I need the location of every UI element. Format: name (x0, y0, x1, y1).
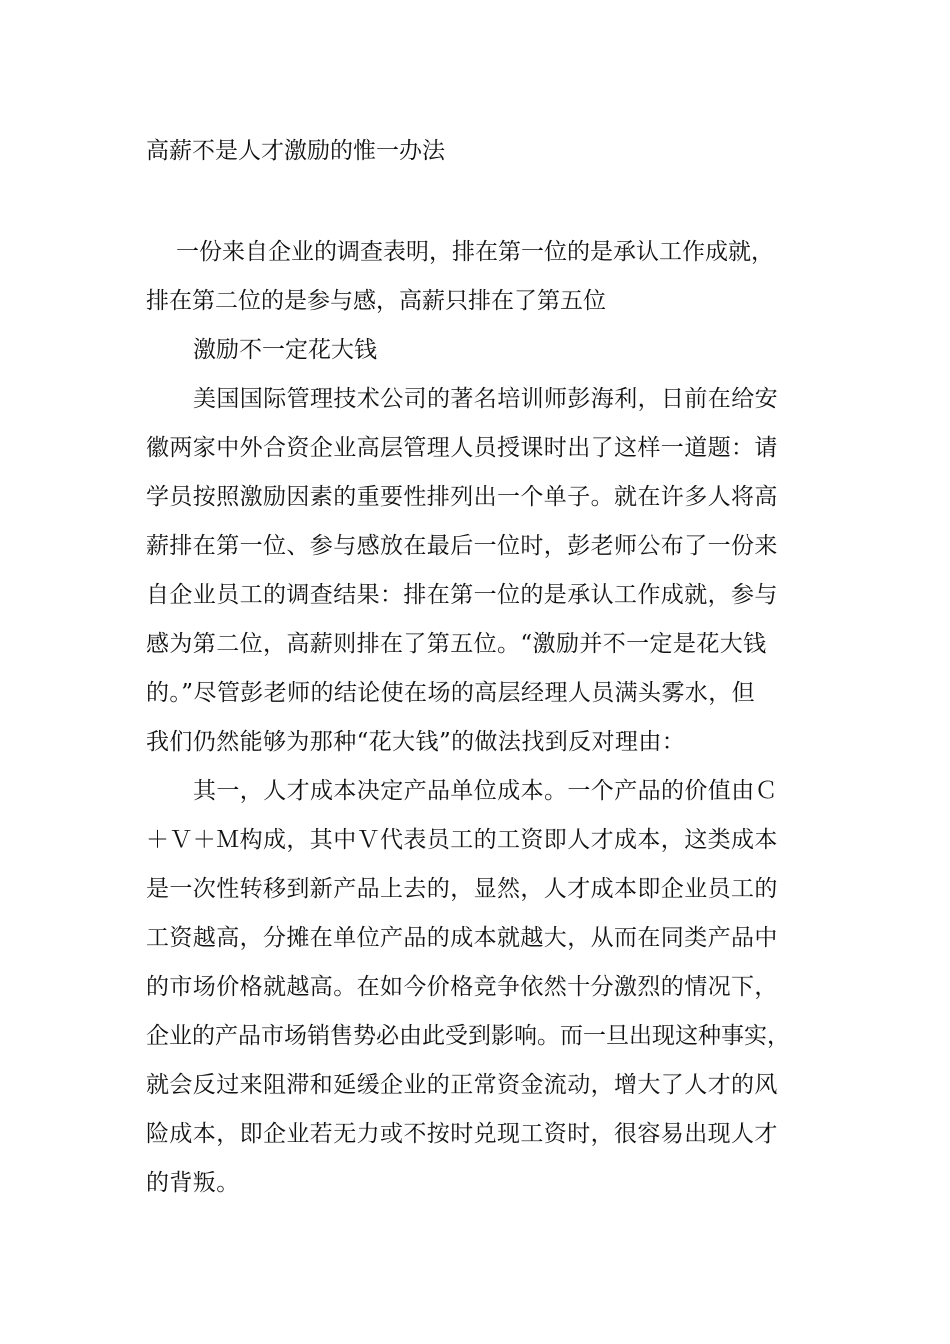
paragraph-line: 薪排在第一位、参与感放在最后一位时，彭老师公布了一份来 (146, 533, 778, 559)
paragraph-line: 美国国际管理技术公司的著名培训师彭海利，日前在给安 (193, 386, 778, 412)
subheading: 激励不一定花大钱 (193, 337, 377, 363)
paragraph-line: 企业的产品市场销售势必由此受到影响。而一旦出现这种事实， (146, 1023, 790, 1049)
paragraph-line: 学员按照激励因素的重要性排列出一个单子。就在许多人将高 (146, 484, 778, 510)
paragraph-line: 是一次性转移到新产品上去的，显然，人才成本即企业员工的 (146, 876, 778, 902)
intro-line: 一份来自企业的调查表明，排在第一位的是承认工作成就， (176, 239, 774, 265)
paragraph-line: 徽两家中外合资企业高层管理人员授课时出了这样一道题：请 (146, 435, 778, 461)
paragraph-line: 其一，人才成本决定产品单位成本。一个产品的价值由Ｃ (193, 778, 778, 804)
paragraph-line: 的市场价格就越高。在如今价格竞争依然十分激烈的情况下， (146, 974, 778, 1000)
paragraph-line: ＋Ｖ＋Ｍ构成，其中Ｖ代表员工的工资即人才成本，这类成本 (146, 827, 778, 853)
paragraph-line: 就会反过来阻滞和延缓企业的正常资金流动，增大了人才的风 (146, 1072, 778, 1098)
document-body (146, 228, 816, 1208)
paragraph-line: 的。”尽管彭老师的结论使在场的高层经理人员满头雾水，但 (146, 680, 756, 706)
paragraph-line: 的背叛。 (146, 1170, 240, 1196)
paragraph-line: 我们仍然能够为那种“花大钱”的做法找到反对理由： (146, 729, 686, 755)
paragraph-line: 自企业员工的调查结果：排在第一位的是承认工作成就，参与 (146, 582, 778, 608)
intro-line: 排在第二位的是参与感，高薪只排在了第五位 (146, 288, 606, 314)
paragraph-line: 感为第二位，高薪则排在了第五位。“激励并不一定是花大钱 (146, 631, 767, 657)
paragraph-line: 险成本，即企业若无力或不按时兑现工资时，很容易出现人才 (146, 1121, 778, 1147)
document-title: 高薪不是人才激励的惟一办法 (146, 138, 445, 164)
paragraph-line: 工资越高，分摊在单位产品的成本就越大，从而在同类产品中 (146, 925, 778, 951)
